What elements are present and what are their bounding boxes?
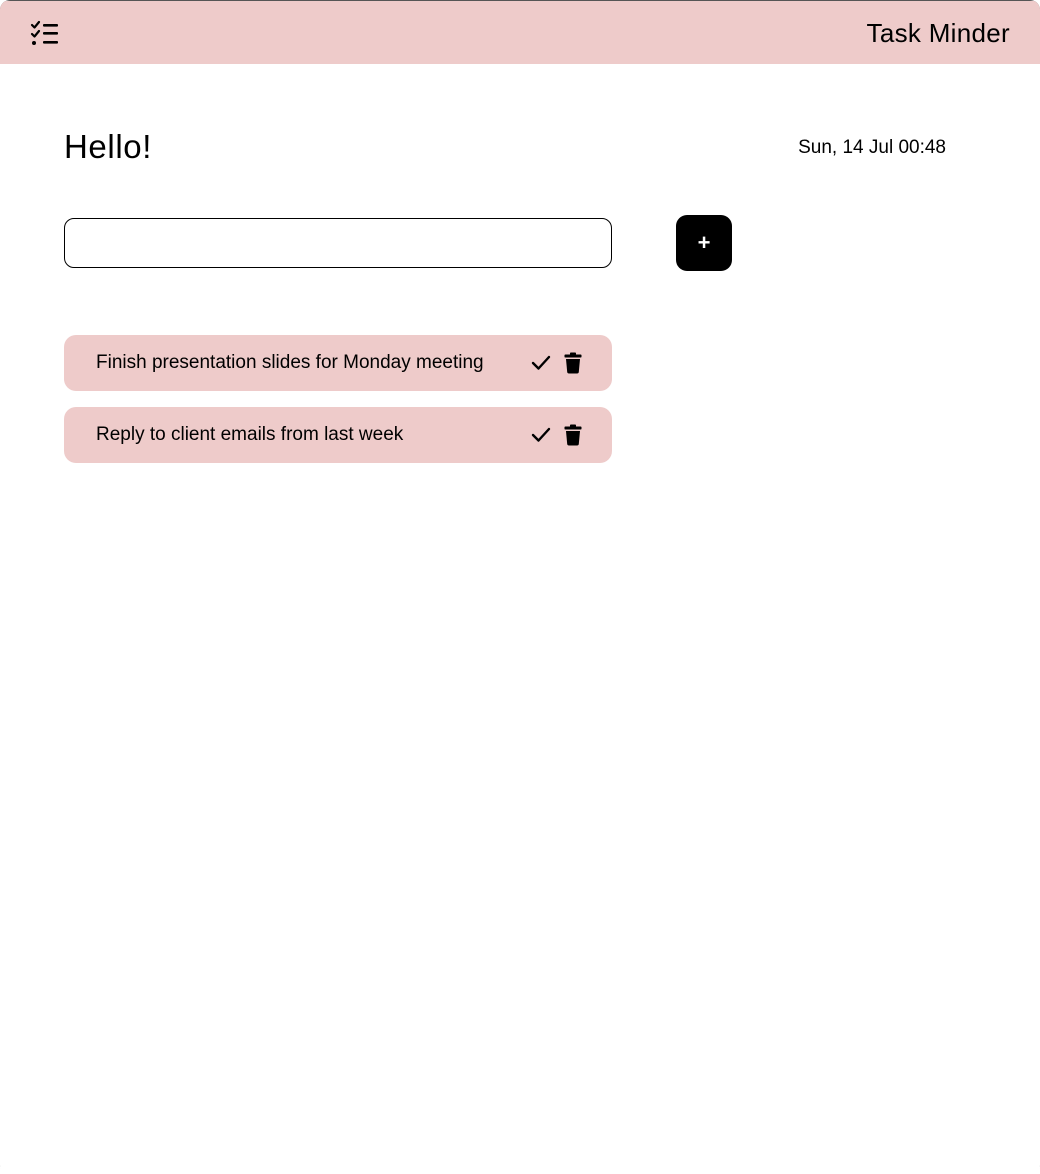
task-text: Reply to client emails from last week (96, 424, 404, 445)
greeting-heading: Hello! (64, 128, 152, 165)
date-time-label: Sun, 14 Jul 00:48 (798, 137, 946, 158)
check-icon[interactable] (530, 353, 552, 373)
check-icon[interactable] (530, 425, 552, 445)
task-item (64, 335, 612, 391)
task-item (64, 407, 612, 463)
checklist-icon[interactable] (30, 20, 60, 46)
new-task-input[interactable] (64, 218, 612, 268)
task-text: Finish presentation slides for Monday meeting (96, 352, 484, 373)
task-list (64, 335, 612, 479)
app-title: Task Minder (866, 18, 1010, 48)
trash-icon[interactable] (564, 424, 582, 446)
add-task-button[interactable]: + (676, 215, 732, 271)
trash-icon[interactable] (564, 352, 582, 374)
top-bar (0, 1, 1040, 64)
